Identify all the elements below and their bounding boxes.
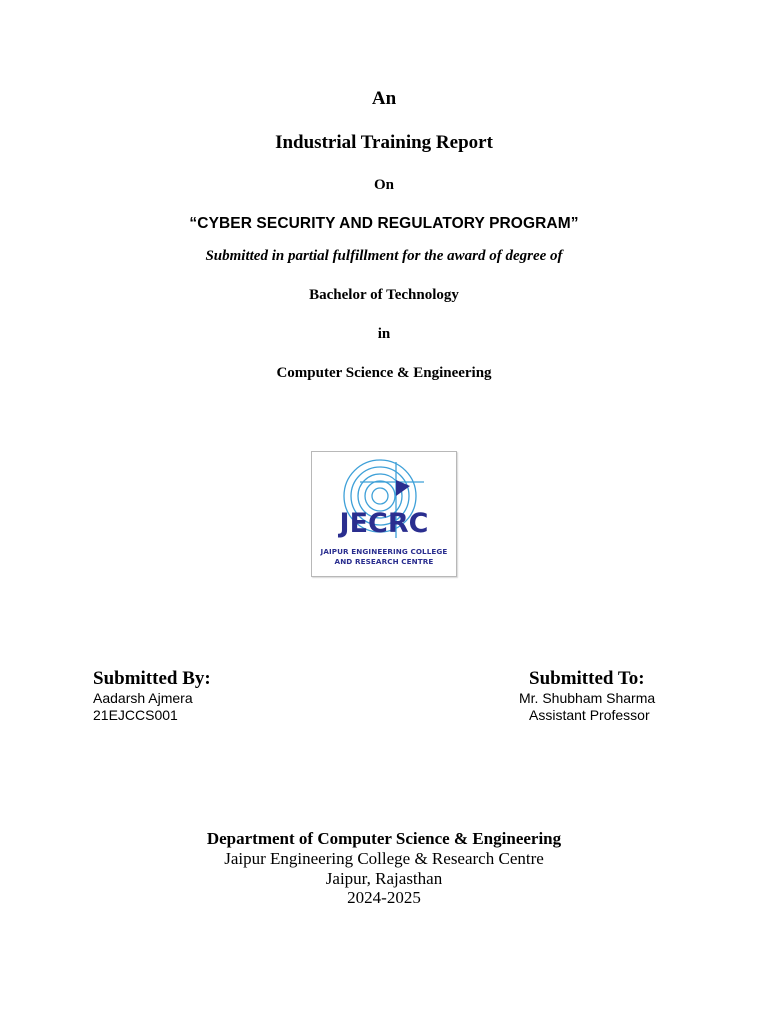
logo-caption-line2: AND RESEARCH CENTRE [334,557,434,566]
submitted-to-heading: Submitted To: [529,668,645,689]
academic-session: 2024-2025 [347,888,421,907]
logo-caption-line1: JAIPUR ENGINEERING COLLEGE [320,547,448,556]
department-name: Department of Computer Science & Engineering [206,829,562,848]
degree-name: Bachelor of Technology [309,287,459,303]
submitted-by-heading: Submitted By: [93,668,211,689]
fulfillment-statement: Submitted in partial fulfillment for the award of degree of [205,248,563,264]
report-title: Industrial Training Report [275,132,493,153]
college-location: Jaipur, Rajasthan [325,869,443,888]
submitted-by-block [93,668,211,724]
title-in: in [377,326,391,342]
student-roll-number: 21EJCCS001 [93,707,178,723]
program-title: “CYBER SECURITY AND REGULATORY PROGRAM” [189,215,579,232]
title-an: An [371,88,397,109]
college-logo [311,451,457,577]
logo-wordmark: JECRC [339,508,429,539]
branch-name: Computer Science & Engineering [276,365,492,381]
student-name: Aadarsh Ajmera [93,690,193,706]
supervisor-designation: Assistant Professor [529,707,650,723]
supervisor-name: Mr. Shubham Sharma [519,690,656,706]
college-name: Jaipur Engineering College & Research Centre [224,849,544,868]
title-on: On [373,177,394,193]
submitted-to-block [519,668,655,724]
